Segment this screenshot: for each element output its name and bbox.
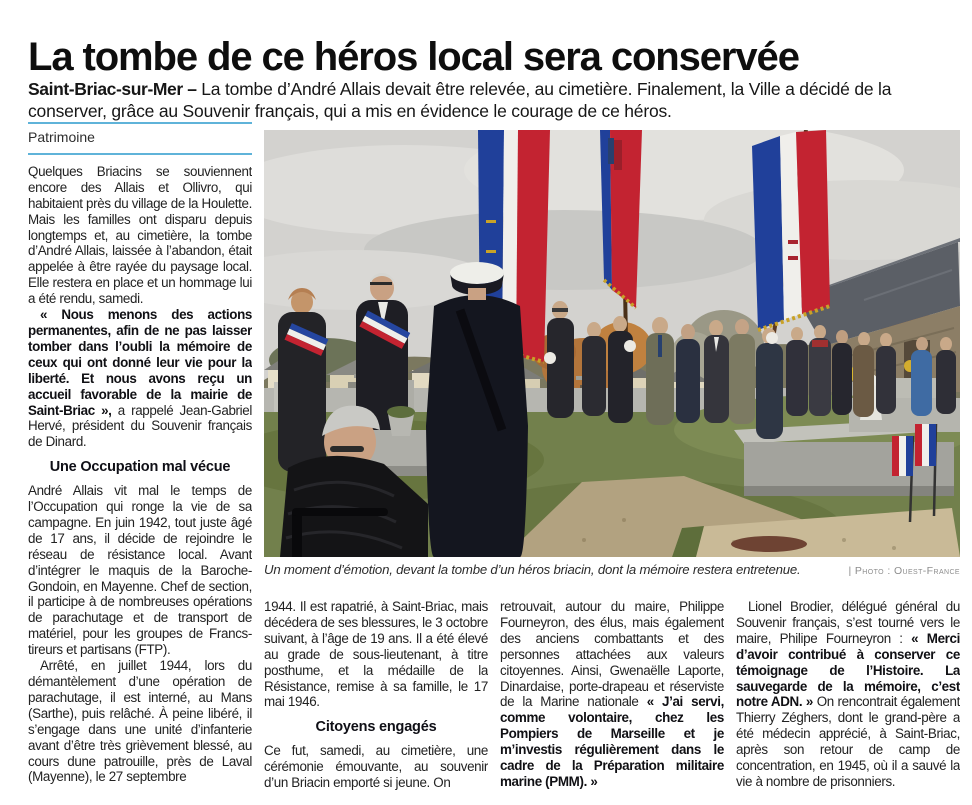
photo-caption: Un moment d’émotion, devant la tombe d’un héros briacin, dont la mémoire restera entretenue. (264, 562, 801, 577)
photo-credit: | Photo : Ouest-France (848, 565, 960, 577)
standfirst-location: Saint-Briac-sur-Mer – (28, 78, 197, 99)
text-column-4 (736, 599, 960, 805)
paragraph: Ce fut, samedi, au cimetière, une cérémonie émouvante, au souvenir d’un Briacin emporté si jeune. On (264, 743, 488, 791)
text-column-1 (28, 122, 252, 805)
subhead-occupation: Une Occupation mal vécue (49, 459, 231, 476)
subhead-citoyens: Citoyens engagés (315, 719, 437, 736)
article-standfirst (28, 78, 940, 122)
quote-bold: « J’ai servi, comme volontaire, chez les Pompiers de Marseille et je m’investis régulièrement dans le cadre de la Préparation militaire marine (PMM). » (500, 694, 724, 789)
paragraph (736, 599, 960, 790)
paragraph-tail: On rencontrait également Thierry Zéghers, dont le grand-père a été médecin apprécié, à Saint-Briac, après son retour de camp de concentration, en 1945, où il a sauvé la vie à nombre de prisonniers. (736, 694, 960, 789)
standfirst-text: La tombe d’André Allais devait être relevée, au cimetière. Finalement, la Ville a décidé de la conserver, grâce au Souvenir français, qui a mis en évidence le courage de ce héros. (28, 78, 892, 121)
section-kicker: Patrimoine (28, 122, 252, 155)
text-column-2 (264, 599, 488, 805)
paragraph-quote (28, 307, 252, 450)
quote-bold: « Merci d’avoir contribué à conserver ce témoignage de l’Histoire. La sauvegarde de la mémoire, c’est notre ADN. » (736, 630, 960, 710)
paragraph (500, 599, 724, 790)
text-column-3 (500, 599, 724, 805)
quote-bold: « Nous menons des actions permanentes, afin de ne pas laisser tomber dans l’oubli la mémoire de ceux qui ont donné leur vie pour la liberté. Et nous avons reçu un accueil favorable de la mairie de Saint-Briac », (28, 307, 252, 418)
photo-caption-row (264, 562, 960, 577)
ceremony-photo (264, 130, 960, 557)
quote-attribution: a rappelé Jean-Gabriel Hervé, président du Souvenir français de Dinard. (28, 402, 252, 450)
paragraph: Arrêté, en juillet 1944, lors du démantèlement d’une opération de parachutage, il est interné, au Mans (Sarthe), puis relâché. À peine libéré, il s’engage dans une unité d’infanterie avant d’être très grièvement blessé, au cours dune patrouille, près de Laval (Mayenne), le 27 septembre (28, 658, 252, 785)
article-headline: La tombe de ce héros local sera conservée (28, 34, 799, 79)
paragraph-lead: Lionel Brodier, délégué général du Souvenir français, s’est tourné vers le maire, Philipe Fourneyron : (736, 599, 960, 646)
paragraph-text: retrouvait, autour du maire, Philippe Fourneyron, des élus, mais également des anciens combattants et des personnes attachées aux valeurs citoyennes. Ainsi, Gwenaëlle Laporte, Dinardaise, porte-drapeau et réserviste de la Marine nationale (500, 599, 724, 710)
paragraph: Quelques Briacins se souviennent encore des Allais et Ollivro, qui habitaient près du village de la Houlette. Mais les familles ont disparu depuis longtemps et, au cimetière, la tombe d’André Allais, laissée à l’abandon, était appelée à être rayée du paysage local. Elle restera en place et un hommage lui a été rendu, samedi. (28, 163, 252, 307)
navy-sailor (426, 262, 528, 557)
paragraph: 1944. Il est rapatrié, à Saint-Briac, mais décédera de ses blessures, le 3 octobre suivant, à l’âge de 19 ans. Il a été élevé au grade de sous-lieutenant, à titre posthume, et la médaille de la Résistance, remise à sa famille, le 17 mai 1946. (264, 599, 488, 710)
paragraph: André Allais vit mal le temps de l’Occupation qui ronge la vie de sa campagne. En juin 1942, tout juste âgé de 17 ans, il décide de rejoindre le réseau de résistance local. Avant d’intégrer le maquis de la Baroche-Gondoin, en Mayenne. Chef de section, il participe à de nombreuses opérations de parachutage et de transport de matériel, pour les groupes de Francs-tireurs et partisans (FTP). (28, 483, 252, 658)
